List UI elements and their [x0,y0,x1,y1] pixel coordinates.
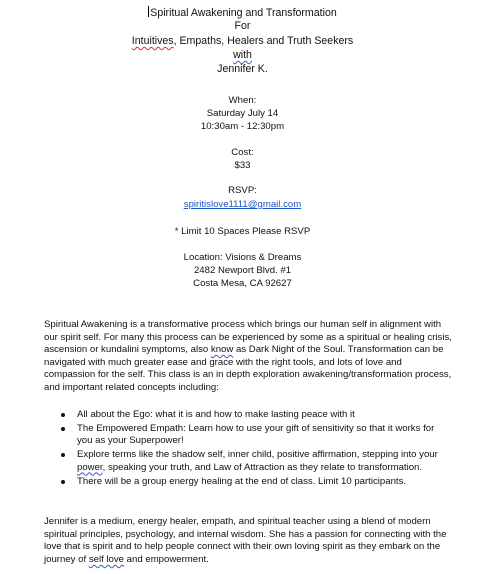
list-item-text: Explore terms like the shadow self, inner child, positive affirmation, stepping into your [77,449,438,461]
when-label: When: [228,95,257,106]
for-line: For [234,20,251,32]
intro-text: as Dark Night of the Soul. Transformation can be [233,344,444,356]
intro-line: and important related concepts including: [44,381,219,393]
intro-line: Spiritual Awakening is a transformative process which brings our human self in alignment with [44,319,442,330]
with-word: with [233,49,252,61]
list-item-text: The Empowered Empath: Learn how to use your gift of sensitivity so that it works for [77,422,435,434]
cost-label: Cost: [231,147,254,158]
intro-line: our spirit self. For many this process can be experienced by some as a spiritual or healing crisis, [44,331,452,343]
bio-text: journey of [44,553,89,565]
bio-line [44,554,474,567]
intro-line: compassion for the self. This class is an in depth exploration awakening/transformation process, [44,369,452,381]
location-city: Costa Mesa, CA 92627 [193,278,292,289]
power-word: power [77,461,103,473]
bullet-icon [61,413,65,417]
know-word: know [210,344,234,356]
event-date: Saturday July 14 [206,108,279,119]
topic-list [59,409,479,489]
list-item [59,409,479,421]
rsvp-email-line [0,199,485,211]
list-item [59,476,479,488]
bullet-icon [61,480,65,484]
location-name: Location: Visions & Dreams [183,252,302,263]
list-item-text: , speaking your truth, and Law of Attraction as they relate to transformation. [102,461,423,473]
host-name: Jennifer K. [217,63,268,75]
title-text: Spiritual Awakening and Transformation [150,7,337,19]
intro-line: navigated with much greater ease and grace with the right tools, and lots of love and [44,356,402,368]
audience-line [0,35,485,48]
bio-line: spiritual principles, psychology, and internal wisdom. She has a passion for connecting with the [44,528,447,540]
list-item-text: There will be a group energy healing at the end of class. Limit 10 participants. [77,475,407,487]
bio-paragraph [44,516,474,566]
audience-rest: , Empaths, Healers and Truth Seekers [173,35,354,47]
cost-amount: $33 [234,160,251,171]
document-title [0,6,485,20]
list-item-text: you as your Superpower! [77,435,184,447]
bio-line: Jennifer is a medium, energy healer, empath, and spiritual teacher using a blend of modern [44,516,431,527]
list-item-text: All about the Ego: what it is and how to make lasting peace with it [77,409,355,420]
list-item [59,449,479,474]
list-item [59,423,479,448]
bullet-icon [61,427,65,431]
intro-text: ascension or kundalini symptoms, also [44,344,211,356]
bullet-icon [61,453,65,457]
list-item-text [77,462,479,474]
rsvp-limit: * Limit 10 Spaces Please RSVP [174,226,311,237]
rsvp-label: RSVP: [228,185,257,196]
location-street: 2482 Newport Blvd. #1 [193,265,292,276]
self-love-word: self love [88,553,125,565]
bio-text: and empowerment. [124,553,209,565]
intro-paragraph [44,319,474,395]
intro-line [44,344,474,357]
event-time: 10:30am - 12:30pm [200,121,285,132]
rsvp-email-link[interactable]: spiritislove1111@gmail.com [183,199,302,210]
bio-line: love that is spirit and to help people connect with their own loving spirit as they embark on the [44,541,441,553]
intuitives-word: Intuitives [131,35,174,47]
with-line [0,49,485,62]
